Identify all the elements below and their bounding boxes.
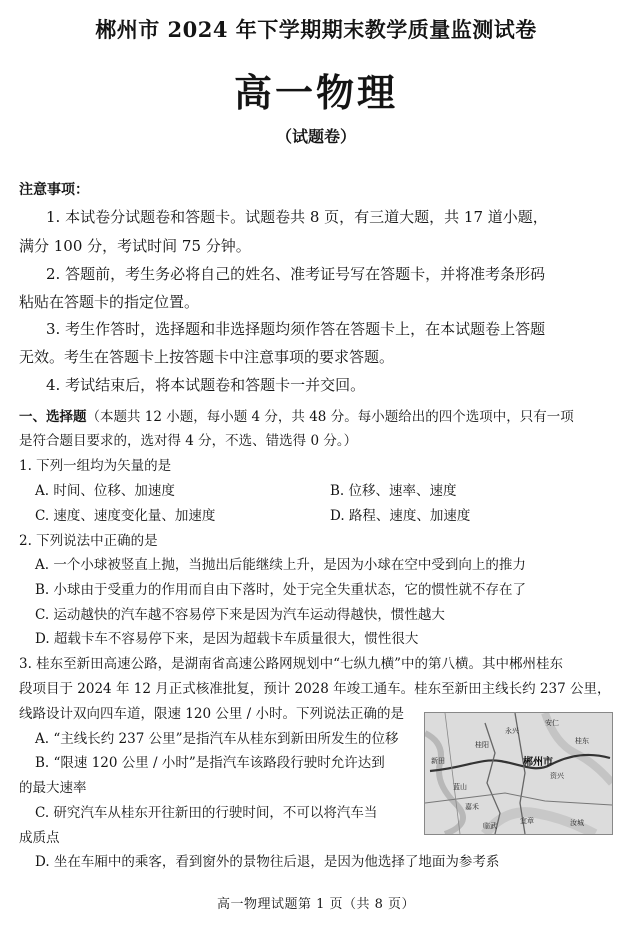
notice-line: 无效。考生在答题卡上按答题卡中注意事项的要求答题。 (19, 348, 395, 366)
section-heading (19, 405, 574, 425)
map-label-yizhang: 宜章 (520, 817, 534, 825)
notice-line: 4. 考试结束后，将本试题卷和答题卡一并交回。 (46, 376, 366, 394)
option-c-cont: 成质点 (19, 830, 60, 846)
option-d: D. 超载卡车不容易停下来，是因为超载卡车质量很大，惯性很大 (35, 631, 419, 647)
map-label-guidong: 桂东 (575, 737, 589, 745)
question-stem: 段项目于 2024 年 12 月正式核准批复，预计 2028 年竣工通车。桂东至新田主线长约 237 公里， (19, 681, 611, 697)
option-c: C. 运动越快的汽车越不容易停下来是因为汽车运动得越快，惯性越大 (35, 607, 445, 623)
map-label-rucheng: 汝城 (570, 819, 584, 827)
notice-line: 粘贴在答题卡的指定位置。 (19, 293, 200, 311)
map-label-yongxing: 永兴 (505, 727, 519, 735)
paper-type-label: （试题卷） (275, 127, 356, 146)
question-stem: 线路设计双向四车道，限速 120 公里 / 小时。下列说法正确的是 (19, 706, 404, 722)
notice-line: 2. 答题前，考生务必将自己的姓名、准考证号写在答题卡，并将准考条形码 (46, 265, 546, 283)
exam-title: 郴州市 2024 年下学期期末教学质量监测试卷 (95, 17, 537, 42)
subject-title: 高一物理 (233, 70, 398, 115)
notice-heading: 注意事项： (19, 182, 89, 198)
map-label-jiahe: 嘉禾 (465, 803, 479, 811)
map-label-linwu: 临武 (483, 822, 497, 830)
option-c: C. 研究汽车从桂东开往新田的行驶时间，不可以将汽车当 (35, 805, 378, 821)
option-c: C. 速度、速度变化量、加速度 (35, 508, 216, 524)
map-label-zixing: 资兴 (550, 772, 564, 780)
section-desc: （本题共 12 小题，每小题 4 分，共 48 分。每小题给出的四个选项中，只有一项 (86, 409, 574, 425)
notice-line: 3. 考生作答时，选择题和非选择题均须作答在答题卡上，在本试题卷上答题 (46, 320, 546, 338)
option-b: B. 小球由于受重力的作用而自由下落时，处于完全失重状态，它的惯性就不存在了 (35, 582, 527, 598)
option-b: B. “限速 120 公里 / 小时”是指汽车该路段行驶时允许达到 (35, 755, 385, 771)
option-d: D. 路程、速度、加速度 (330, 508, 471, 524)
notice-line: 满分 100 分，考试时间 75 分钟。 (19, 237, 251, 255)
option-d: D. 坐在车厢中的乘客，看到窗外的景物往后退，是因为他选择了地面为参考系 (35, 854, 500, 870)
page-footer: 高一物理试题第 1 页（共 8 页） (216, 897, 416, 912)
highway-map-image (424, 712, 613, 835)
notice-line: 1. 本试卷分试题卷和答题卡。试题卷共 8 页，有三道大题，共 17 道小题， (46, 208, 548, 226)
map-label-chenzhou: 郴州市 (523, 757, 553, 768)
section-title: 一、选择题 (19, 409, 87, 425)
option-a: A. “主线长约 237 公里”是指汽车从桂东到新田所发生的位移 (35, 731, 399, 747)
option-b: B. 位移、速率、速度 (330, 483, 457, 499)
section-desc-line: 是符合题目要求的，选对得 4 分，不选、错选得 0 分。） (19, 433, 358, 449)
question-stem: 3. 桂东至新田高速公路，是湖南省高速公路网规划中“七纵九横”中的第八横。其中郴州桂东 (19, 656, 563, 672)
map-label-guiyang: 桂阳 (475, 741, 489, 749)
map-label-anren: 安仁 (545, 719, 559, 727)
question-stem: 2. 下列说法中正确的是 (19, 533, 158, 549)
question-stem: 1. 下列一组均为矢量的是 (19, 458, 172, 474)
map-label-xintian: 新田 (431, 757, 445, 765)
option-b-cont: 的最大速率 (19, 780, 87, 796)
option-a: A. 时间、位移、加速度 (35, 483, 175, 499)
option-a: A. 一个小球被竖直上抛，当抛出后能继续上升，是因为小球在空中受到向上的推力 (35, 557, 526, 573)
map-label-lanshan: 蓝山 (453, 783, 467, 791)
